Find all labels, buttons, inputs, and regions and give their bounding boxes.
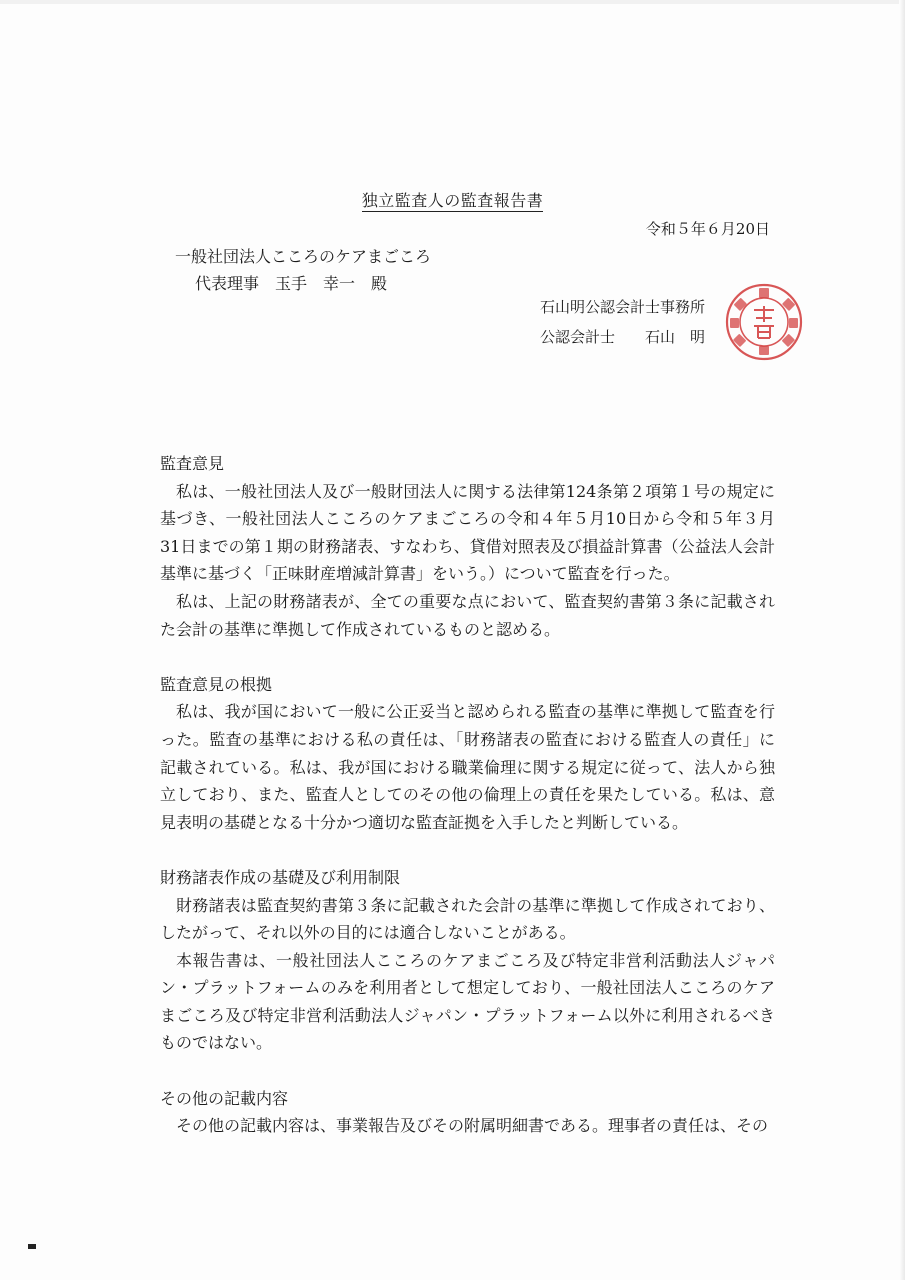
issuer-block [540,292,705,352]
document-title [0,188,905,211]
section-heading: 財務諸表作成の基礎及び利用制限 [160,867,401,887]
section-basis-for-opinion [160,671,775,837]
section-heading: その他の記載内容 [160,1088,289,1108]
paragraph: 私は、上記の財務諸表が、全ての重要な点において、監査契約書第３条に記載された会計の基準に準拠して作成されているものと認める。 [160,591,775,639]
section-audit-opinion [160,450,775,643]
paragraph: 私は、一般社団法人及び一般財団法人に関する法律第124条第２項第１号の規定に基づき、一般社団法人こころのケアまごころの令和４年５月10日から令和５年３月31日までの第１期の財務諸表、すなわち、貸借対照表及び損益計算書（公益法人会計基準に基づく「正味財産増減計算書」をいう。）について監査を行った。 [160,481,775,584]
seal-stamp [724,282,804,362]
paragraph: その他の記載内容は、事業報告及びその附属明細書である。理事者の責任は、その [176,1116,769,1136]
scan-edge-top [0,0,905,4]
addressee-representative: 代表理事 玉手 幸一 殿 [195,274,388,293]
document-date: 令和５年６月20日 [645,220,770,238]
issuer-firm: 石山明公認会計士事務所 [540,298,706,316]
section-basis-of-preparation [160,864,775,1057]
paragraph: 財務諸表は監査契約書第３条に記載された会計の基準に準拠して作成されており、したがって、それ以外の目的には適合しないことがある。 [160,895,775,943]
paragraph: 本報告書は、一般社団法人こころのケアまごころ及び特定非営利活動法人ジャパン・プラットフォームのみを利用者として想定しており、一般社団法人こころのケアまごころ及び特定非営利活動法人ジャパン・プラットフォーム以外に利用されるべきものではない。 [160,950,775,1053]
document-title-text: 独立監査人の監査報告書 [361,191,544,210]
section-heading: 監査意見の根拠 [160,674,273,694]
report-body [160,450,775,1167]
issuer-auditor: 公認会計士 石山 明 [540,328,706,346]
section-heading: 監査意見 [160,454,225,473]
addressee-organization: 一般社団法人こころのケアまごころ [175,247,432,266]
addressee-block [175,243,431,297]
scan-artifact [28,1244,36,1249]
paragraph: 私は、我が国において一般に公正妥当と認められる監査の基準に準拠して監査を行った。監査の基準における私の責任は、「財務諸表の監査における監査人の責任」に記載されている。私は、我が国における職業倫理に関する規定に従って、法人から独立しており、また、監査人としてのその他の倫理上の責任を果たしている。私は、意見表明の基礎となる十分かつ適切な監査証拠を入手したと判断している。 [160,702,775,832]
section-other-information [160,1085,775,1140]
